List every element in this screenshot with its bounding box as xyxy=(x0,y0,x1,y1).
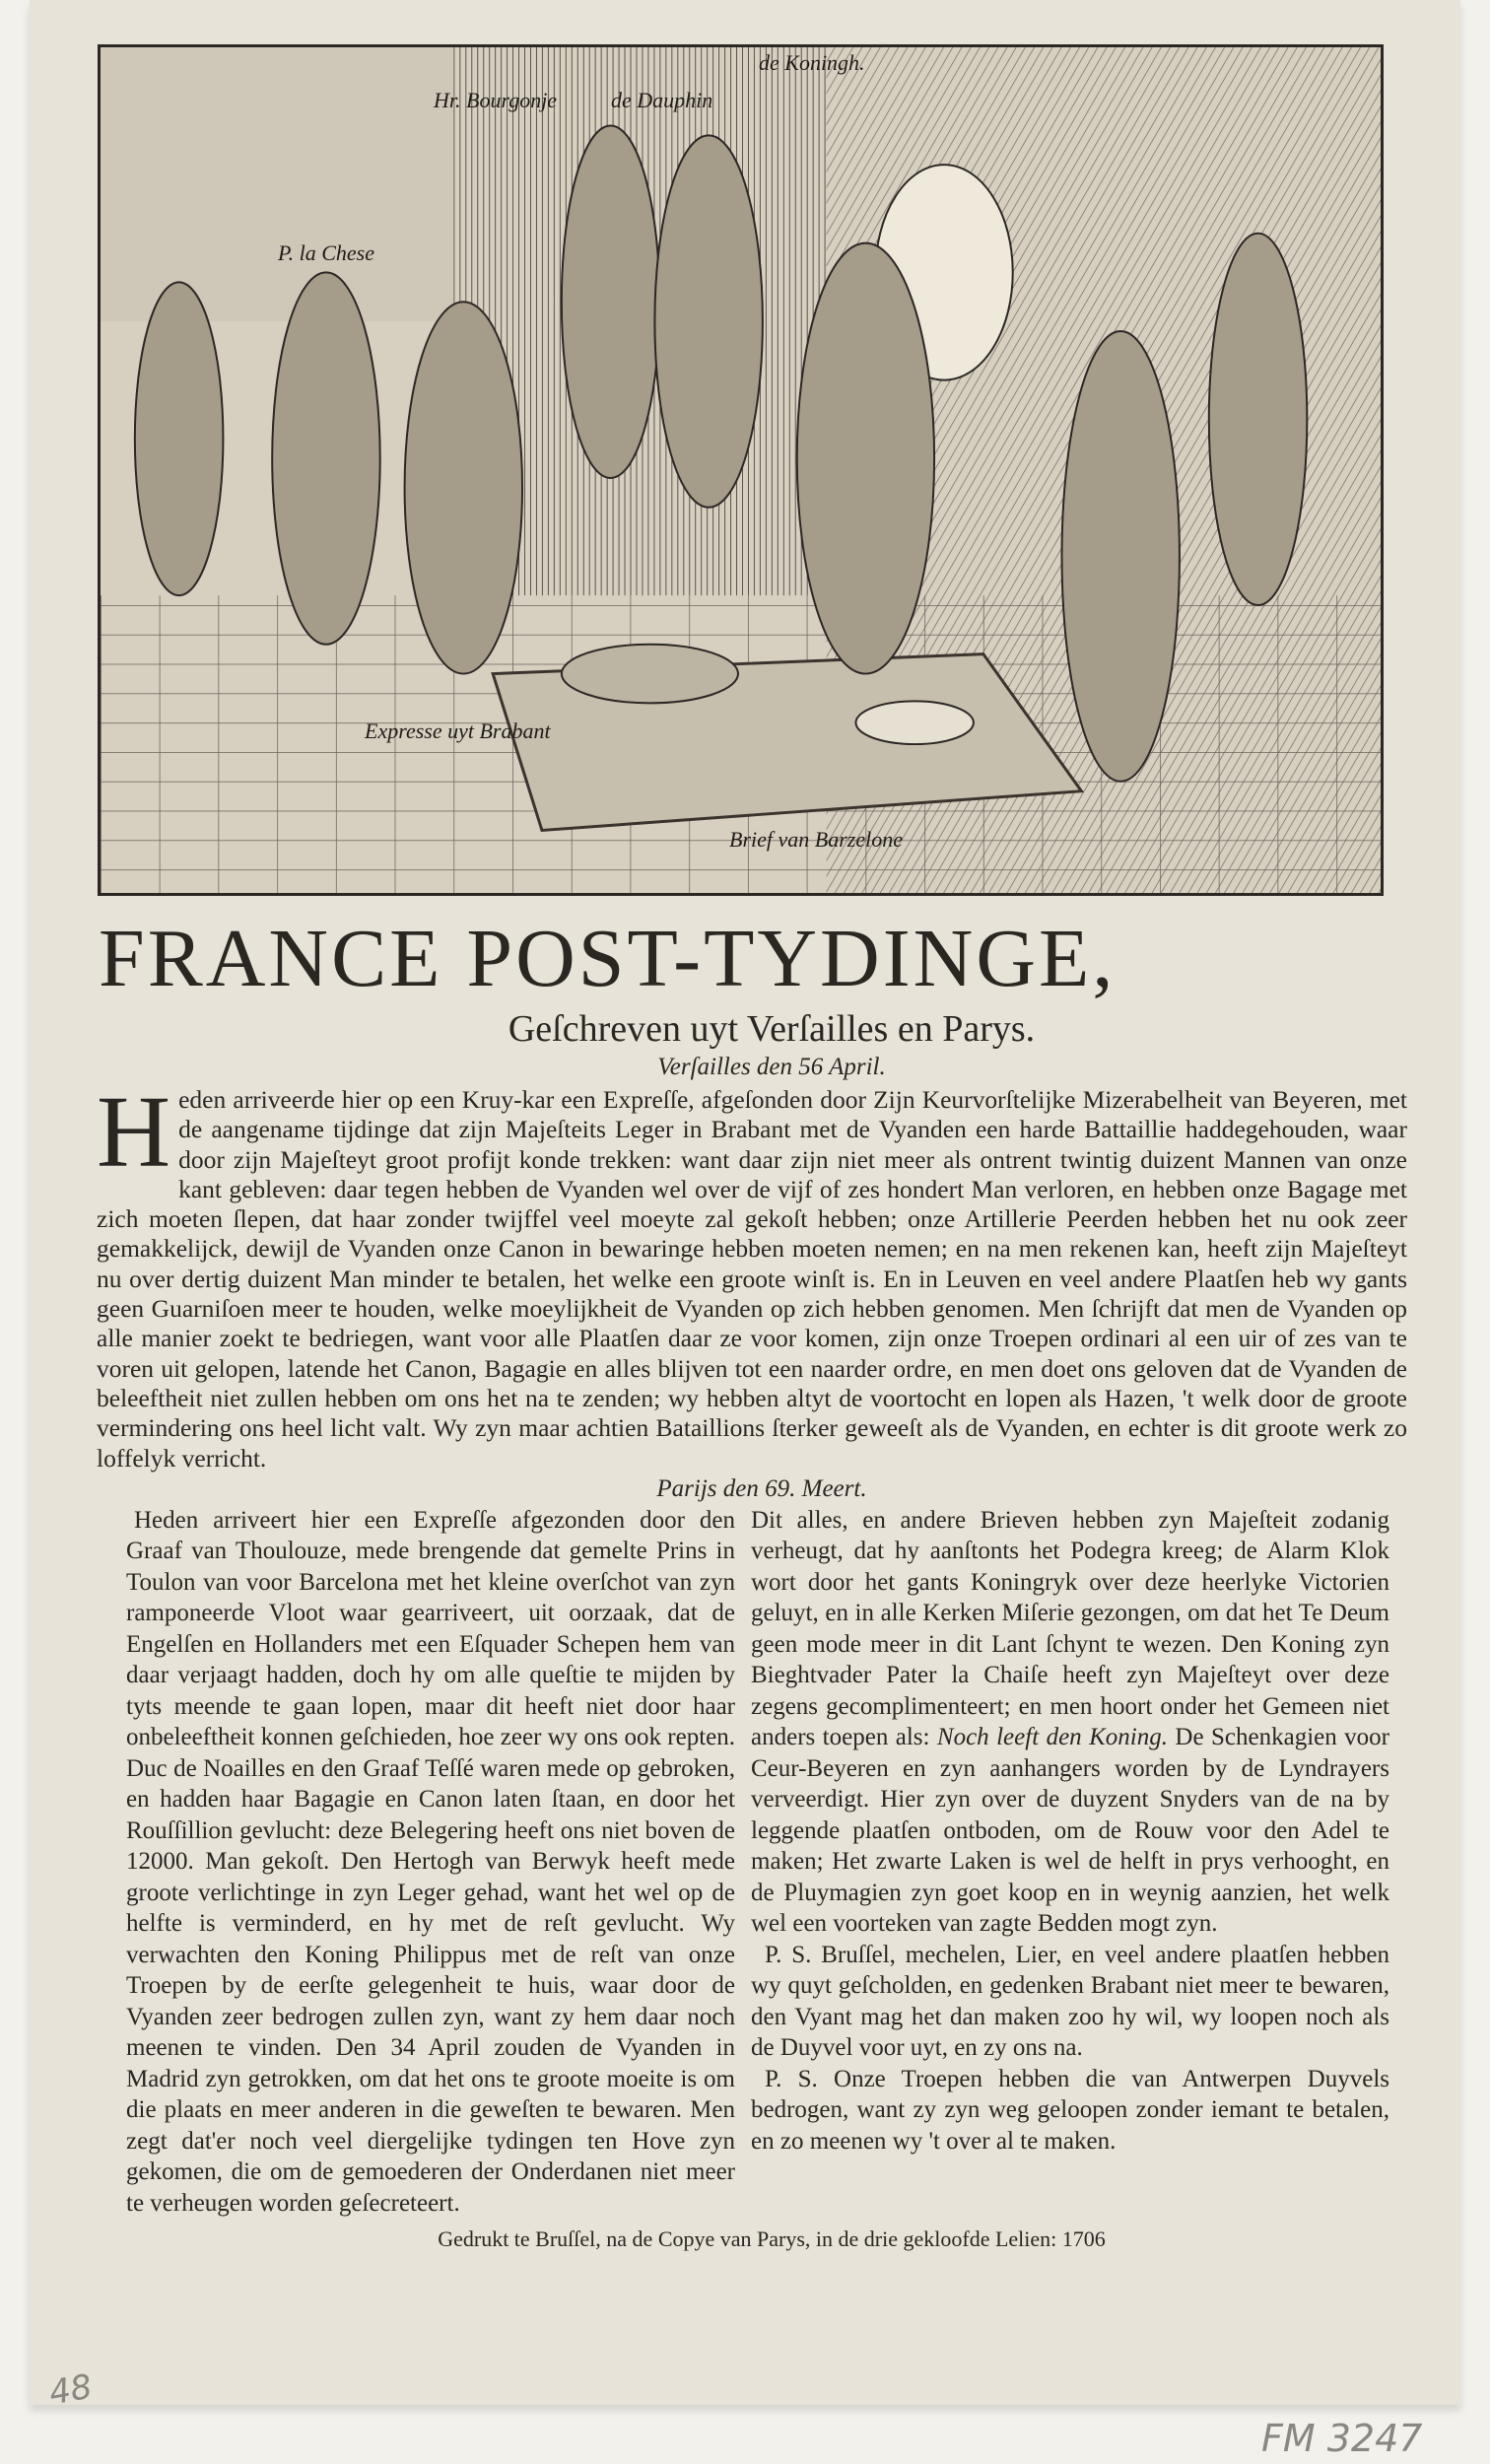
pencil-number: 48 xyxy=(45,2366,96,2414)
figure-servant xyxy=(1061,331,1179,782)
paragraph-text: Dit alles, en andere Brieven hebben zyn Majeſteit zodanig verheugt, dat hy aanſtonts het Podegra kreeg; de Alarm Klok wort door het gants Koningryk over deze heerlyke Victorien geluyt, en in alle Kerken Miſerie gezongen, om dat het Te Deum geen mode meer in dit Lant ſchynt te wezen. Den Koning zyn Bieghtvader Pater la Chaiſe heeft zyn Majeſteyt over deze zegens gecomplimenteert; en men hoort onder het Gemeen niet anders toepen als: xyxy=(751,1506,1389,1751)
paragraph-text: De Schenkagien voor Ceur-Beyeren en zyn aanhangers worden by de Lyndrayers verveerdigt. Hier zyn over de duyzent Snyders van de na by leggende plaatſen ontboden, om de Rouw voor den Adel te maken; Het zwarte Laken is wel de helft in prys verhooght, en de Pluymagien zyn goet koop en in weynig aanzien, het welk wel een voorteken van zagte Bedden mogt zyn. xyxy=(751,1724,1389,1938)
paragraph xyxy=(751,1505,1389,1940)
figure-priest xyxy=(272,272,379,644)
dateline-versailles: Verſailles den 56 April. xyxy=(657,1054,886,1080)
figure-messenger xyxy=(405,302,522,673)
engraving-label-expresse: Expresse uyt Brabant xyxy=(365,719,551,743)
garden-background xyxy=(101,47,453,321)
figure-king xyxy=(797,243,934,674)
figure-ladies xyxy=(1209,234,1308,605)
italic-phrase: Noch leeft den Koning. xyxy=(936,1724,1168,1751)
printer-imprint: Gedrukt te Bruſſel, na de Copye van Parys, in de drie gekloofde Lelien: 1706 xyxy=(438,2226,1106,2252)
figure-dauphin xyxy=(654,135,762,507)
figure-bourgonje xyxy=(562,125,660,478)
two-column-body xyxy=(126,1505,1389,2220)
engraving-illustration xyxy=(98,44,1384,896)
engraving-label-dauphin: de Dauphin xyxy=(611,88,713,112)
drop-cap: H xyxy=(97,1075,171,1189)
figure-courtier-left xyxy=(135,282,224,595)
paragraph: Heden arriveert hier een Expreſſe afgezonden door den Graaf van Thoulouze, mede brengende dat gemelte Prins in Toulon van voor Barcelona met het kleine overſchot van zyn ramponeerde Vloot waar gearriveert, uit oorzaak, dat de Engelſen en Hollanders met een Eſquader Schepen hem van daar verjaagt hadden, doch hy om alle queſtie te mijden by tyts meende te gaan lopen, maar dit heeft niet door haar onbeleeftheit konnen geſchieden, hoe zeer wy ons ook repten. Duc de Noailles en den Graaf Teſſé waren mede op gebroken, en hadden haar Bagagie en Canon laten ſtaan, en door het Rouſſillion gevlucht: deze Belegering heeft ons niet boven de 12000. Man gekoſt. Den Hertogh van Berwyk heeft mede groote verlichtinge in zyn Leger gehad, want het wel op de helfte is verminderd, en hy met de reſt gevlucht. Wy verwachten den Koning Philippus met de reſt van onze Troepen by de eerſte gelegenheit te huis, waar door de Vyanden zeer bedrogen zullen zyn, want zy hem daar noch meenen te vinden. Den 34 April zouden de Vyanden in Madrid zyn getrokken, om dat het ons te groote moeite is om die plaats en meer anderen in die geweſten te bewaren. Men zegt dat'er noch veel diergelijke tydingen ten Hove zyn gekomen, die om de gemoederen der Onderdanen niet meer te verheugen worden geſecreteert. xyxy=(126,1506,735,2217)
engraving-scene xyxy=(101,47,1381,893)
cushion xyxy=(562,645,738,704)
article xyxy=(97,912,1407,2254)
column-left xyxy=(126,1505,735,2220)
engraving-label-brief: Brief van Barzelone xyxy=(729,827,903,852)
dateline-parijs: Parijs den 69. Meert. xyxy=(656,1474,867,1502)
column-right xyxy=(751,1505,1389,2220)
versailles-report-text: eden arriveerde hier op een Kruy-kar een Expreſſe, afgeſonden door Zijn Keurvorſtelijke Mizerabelheit van Beyeren, met de aangename tijdinge dat zijn Majeſteits Leger in Brabant met de Vyanden een harde Battaillie haddegehouden, waar door zijn Majeſteyt groot profijt konde trekken: want daar zijn niet meer als ontrent twintig duizent Mannen van onze kant gebleven: daar tegen hebben de Vyanden wel over de vijf of zes hondert Man verloren, en hebben onze Bagage met zich moeten ſlepen, dat haar zonder twijffel veel moeyte zal gekoſt hebben; onze Artillerie Peerden hebben het nu ook zeer gemakkelijck, dewijl de Vyanden onze Canon in bewaringe hebben moeten nemen; en na men rekenen kan, heeft zijn Majeſteyt nu over dertig duizent Man minder te betalen, het welke een groote winſt is. En in Leuven en veel andere Plaatſen heb wy gants geen Guarniſoen meer te houden, welke moeylijkheit de Vyanden op zich hebben genomen. Men ſchrijft dat men de Vyanden op alle manier zoekt te bedriegen, want voor alle Plaatſen daar ze voor komen, zijn onze Troepen ordinari al een uir of zes van te voren uit gelopen, latende het Canon, Bagagie en alles blijven tot een naarder ordre, en men doet ons geloven dat de Vyanden de beleeftheit niet zullen hebben om ons het na te zenden; wy hebben altyt de voortocht en lopen als Hazen, 't welk door de groote vermindering ons heel licht valt. Wy zyn maar achtien Bataillions ſterker geweeſt als de Vyanden, en echter is dit groote werk zo loffelyk verricht. xyxy=(97,1085,1407,1472)
inventory-number: FM 3247 xyxy=(1261,2417,1423,2460)
page-subtitle: Geſchreven uyt Verſailles en Parys. xyxy=(508,1008,1036,1050)
engraving-label-bourgonje: Hr. Bourgonje xyxy=(434,88,558,112)
versailles-report xyxy=(97,1075,1407,1473)
page-title: FRANCE POST-TYDINGE, xyxy=(99,913,1117,1004)
engraving-label-koningh: de Koningh. xyxy=(759,50,865,75)
dog xyxy=(855,701,973,744)
engraving-label-la-chese: P. la Chese xyxy=(278,240,374,265)
postscript-2: P. S. Onze Troepen hebben die van Antwerpen Duyvels bedrogen, want zy zyn weg geloopen zonder iemant te betalen, en zo meenen wy 't over al te maken. xyxy=(751,2065,1389,2155)
postscript-1: P. S. Bruſſel, mechelen, Lier, en veel andere plaatſen hebben wy quyt geſcholden, en gedenken Brabant niet meer te bewaren, den Vyant mag het dan maken zoo hy wil, wy loopen noch als de Duyvel voor uyt, en zy ons na. xyxy=(751,1941,1389,2062)
